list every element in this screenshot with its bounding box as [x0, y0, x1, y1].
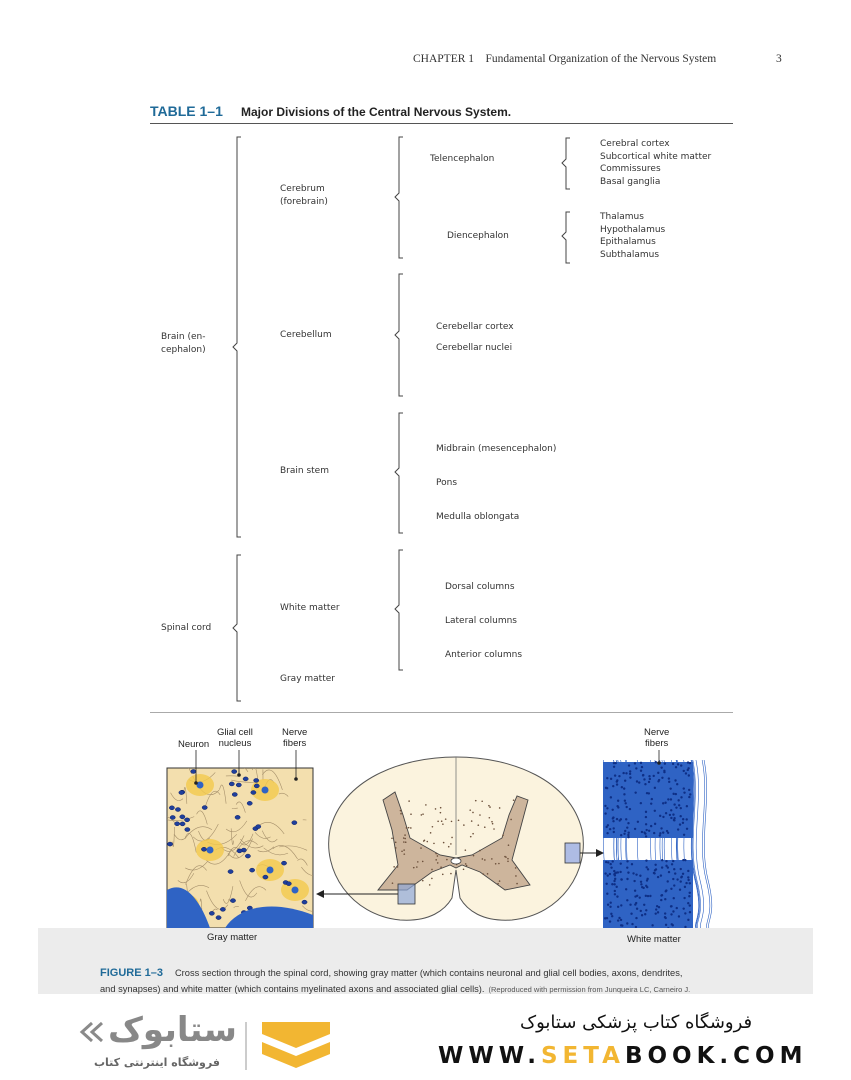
- cell-lateral-columns: Lateral columns: [445, 616, 517, 626]
- cell-midbrain: Midbrain (mesencephalon): [436, 444, 557, 454]
- figure-caption-text1: Cross section through the spinal cord, showing gray matter (which contains neuronal and glial cell bodies, axons, dendrites,: [174, 968, 683, 978]
- figure-label: FIGURE 1–3: [100, 967, 163, 979]
- cell-telencephalon: Telencephalon: [430, 154, 495, 164]
- chapter-title: Fundamental Organization of the Nervous System: [485, 53, 717, 65]
- cell-anterior-columns: Anterior columns: [445, 650, 523, 660]
- cell-medulla: Medulla oblongata: [436, 512, 520, 522]
- chapter-label: CHAPTER 1: [413, 53, 475, 65]
- cell-diencephalon-parts: Thalamus Hypothalamus Epithalamus Subthalamus: [600, 212, 666, 260]
- cell-cerebellum: Cerebellum: [280, 330, 332, 340]
- watermark-logo-subtitle: فروشگاه اینترنتی کتاب: [94, 1056, 220, 1069]
- watermark-store-name: فروشگاه کتاب پزشکی ستابوک: [520, 1012, 753, 1033]
- url-highlight: SETA: [540, 1043, 625, 1069]
- cell-cerebellar-cortex: Cerebellar cortex: [436, 322, 514, 332]
- cell-cerebellar-nuclei: Cerebellar nuclei: [436, 343, 513, 353]
- page-number: 3: [776, 53, 782, 65]
- label-nerve-fibers-left: Nerve fibers: [282, 727, 308, 749]
- watermark-logo-text: ستابوک: [108, 1010, 237, 1050]
- url-prefix: WWW.: [438, 1043, 541, 1069]
- label-nerve-fibers-right: Nerve fibers: [644, 727, 670, 749]
- url-suffix: BOOK.COM: [624, 1043, 808, 1069]
- label-gray-matter: Gray matter: [207, 932, 258, 943]
- cell-gray-matter: Gray matter: [280, 674, 335, 684]
- cell-brain: Brain (en- cephalon): [161, 332, 206, 355]
- figure-caption-text2: and synapses) and white matter (which contains myelinated axons and associated glial cells).: [100, 984, 485, 994]
- table-caption: Major Divisions of the Central Nervous System.: [241, 105, 512, 119]
- cell-spinal-cord: Spinal cord: [161, 623, 212, 633]
- cell-pons: Pons: [436, 478, 458, 488]
- watermark-url: [438, 1043, 807, 1069]
- cell-cerebrum: Cerebrum (forebrain): [280, 184, 328, 207]
- cell-white-matter: White matter: [280, 603, 340, 613]
- label-glial-nucleus: Glial cell nucleus: [217, 727, 253, 749]
- label-neuron: Neuron: [178, 739, 210, 750]
- label-white-matter: White matter: [627, 934, 681, 945]
- table-label: TABLE 1–1: [150, 103, 223, 119]
- cell-telencephalon-parts: Cerebral cortex Subcortical white matter Commissures Basal ganglia: [600, 139, 712, 187]
- figure-caption-credit: (Reproduced with permission from Junqueira LC, Carneiro J.: [488, 985, 691, 994]
- cell-brain-stem: Brain stem: [280, 466, 329, 476]
- cell-dorsal-columns: Dorsal columns: [445, 582, 515, 592]
- cell-diencephalon: Diencephalon: [447, 231, 509, 241]
